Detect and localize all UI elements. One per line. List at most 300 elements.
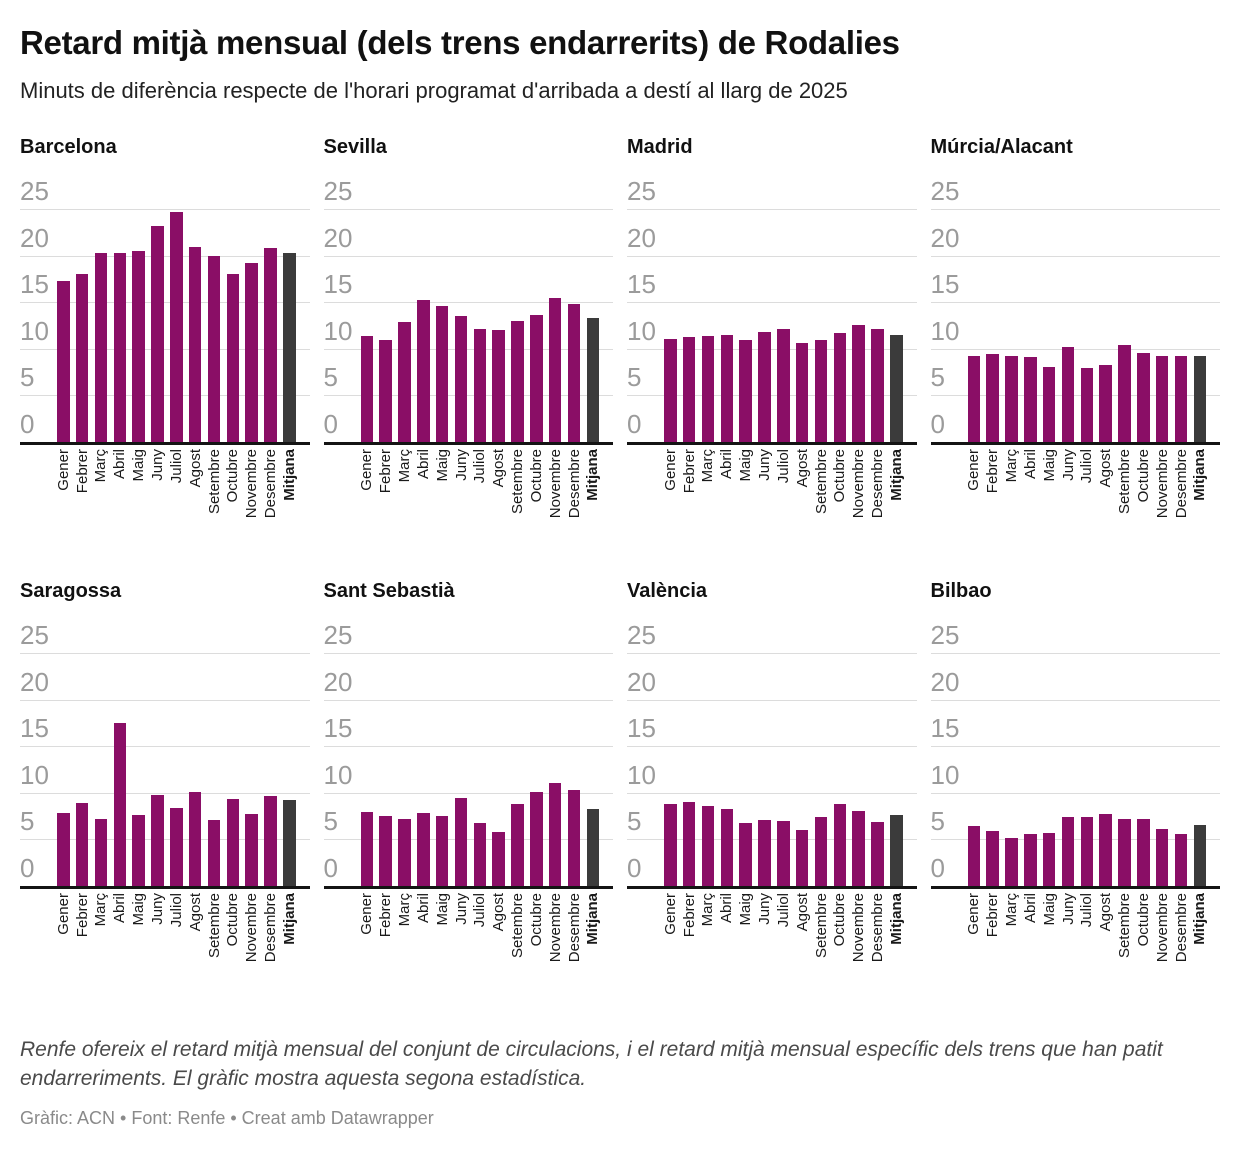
bar-mean[interactable]: [890, 815, 903, 886]
bar[interactable]: [1005, 356, 1018, 442]
y-axis-tick-label: 0: [627, 853, 642, 883]
y-axis-tick-label: 15: [627, 713, 656, 744]
x-axis-label: Juny: [452, 893, 470, 925]
x-axis-label: Setembre: [205, 449, 223, 515]
bar[interactable]: [227, 799, 240, 886]
bar-mean[interactable]: [890, 335, 903, 442]
x-axis-label: Setembre: [509, 893, 527, 959]
bar-chart: [20, 621, 310, 992]
x-axis-label: Octubre: [1134, 893, 1152, 947]
x-axis-label: Desembre: [869, 449, 887, 519]
x-axis-label: Juny: [452, 449, 470, 481]
y-axis-tick-label: 15: [20, 269, 49, 300]
y-axis-tick-label: 0: [323, 409, 338, 439]
panel-title: Múrcia/Alacant: [930, 136, 1073, 158]
y-axis-tick-label: 10: [323, 759, 353, 790]
x-axis-label: Agost: [1097, 893, 1115, 932]
bar[interactable]: [227, 274, 240, 442]
panel-title: Saragossa: [20, 580, 122, 602]
bar[interactable]: [739, 823, 752, 886]
x-axis-label: Novembre: [243, 449, 261, 519]
bar[interactable]: [95, 819, 108, 886]
bar[interactable]: [1043, 367, 1056, 442]
bar[interactable]: [968, 356, 981, 442]
bar[interactable]: [398, 322, 411, 442]
bar[interactable]: [417, 300, 430, 442]
bar[interactable]: [361, 336, 374, 442]
x-axis-label: Mitjana: [1191, 449, 1209, 501]
bar[interactable]: [1175, 834, 1188, 886]
bar[interactable]: [132, 815, 145, 886]
bar[interactable]: [1043, 833, 1056, 886]
bar[interactable]: [796, 830, 809, 886]
panel-sant-sebastia: [324, 580, 614, 992]
bar[interactable]: [170, 808, 183, 886]
y-axis-tick-label: 0: [20, 853, 35, 883]
x-axis-label: Agost: [793, 893, 811, 932]
bar-chart: [627, 177, 917, 548]
x-axis-label: Maig: [737, 893, 755, 926]
x-axis-label: Març: [1002, 893, 1020, 927]
x-axis-label: Gener: [965, 893, 983, 935]
bar[interactable]: [852, 325, 865, 442]
y-axis-tick-label: 5: [627, 806, 642, 837]
gridline: [931, 302, 1221, 303]
x-axis-label: Març: [92, 893, 110, 927]
x-axis-label: Octubre: [1134, 449, 1152, 503]
x-axis-label: Novembre: [243, 893, 261, 963]
x-axis-label: Febrer: [680, 893, 698, 938]
x-axis-label: Març: [395, 893, 413, 927]
bar[interactable]: [568, 790, 581, 886]
panel-title: Sant Sebastià: [323, 580, 455, 602]
bar[interactable]: [549, 298, 562, 442]
x-axis-label-slot: [580, 893, 605, 992]
y-axis-tick-label: 25: [627, 176, 656, 206]
x-axis-label: Maig: [130, 449, 148, 482]
bar[interactable]: [721, 335, 734, 442]
x-axis-label: Desembre: [565, 449, 583, 519]
chart-subtitle: Minuts de diferència respecte de l'horari programat d'arribada a destí al llarg de 2025: [20, 78, 848, 103]
bar[interactable]: [189, 247, 202, 442]
y-axis-tick-label: 10: [930, 759, 960, 790]
gridline: [931, 746, 1221, 747]
panel-title: Sevilla: [323, 136, 387, 158]
bar-chart: [324, 621, 614, 992]
y-axis-tick-label: 25: [930, 620, 960, 650]
bar[interactable]: [1081, 368, 1094, 442]
x-axis-label: Juny: [149, 449, 166, 481]
bar[interactable]: [474, 823, 487, 886]
y-axis-tick-label: 10: [627, 759, 656, 790]
bar[interactable]: [549, 783, 562, 886]
bar[interactable]: [986, 831, 999, 886]
gridline: [627, 256, 917, 257]
x-axis-label: Setembre: [509, 449, 527, 515]
x-axis-label: Agost: [793, 449, 811, 488]
x-axis-label: Febrer: [984, 449, 1002, 494]
bar[interactable]: [1156, 356, 1169, 442]
x-axis-label: Octubre: [831, 449, 849, 503]
bar[interactable]: [1062, 817, 1075, 886]
x-axis-label: Agost: [186, 449, 204, 488]
x-axis-baseline: [324, 442, 614, 445]
x-axis-label: Juliol: [167, 893, 185, 928]
bar[interactable]: [264, 796, 277, 886]
x-axis-label-slot: [580, 449, 605, 548]
bar[interactable]: [871, 822, 884, 886]
x-axis-label: Mitjana: [1191, 893, 1209, 945]
y-axis-tick-label: 5: [930, 362, 945, 393]
x-axis-label-slot: [1187, 893, 1212, 992]
x-axis-label: Desembre: [869, 893, 887, 963]
gridline: [20, 653, 310, 654]
bar[interactable]: [76, 803, 89, 886]
bar-chart: [324, 177, 614, 548]
bar-mean[interactable]: [283, 800, 296, 886]
x-axis-label: Abril: [414, 449, 432, 480]
x-axis-label: Desembre: [262, 893, 280, 963]
bar[interactable]: [664, 804, 677, 886]
bar[interactable]: [683, 337, 696, 442]
panel-valencia: [627, 580, 917, 992]
gridline: [627, 746, 917, 747]
bar[interactable]: [474, 329, 487, 442]
bar[interactable]: [379, 816, 392, 886]
bar[interactable]: [398, 819, 411, 886]
x-axis-label: Gener: [661, 449, 679, 491]
x-axis-label: Gener: [661, 893, 679, 935]
gridline: [324, 256, 614, 257]
bar[interactable]: [1099, 814, 1112, 886]
bar-mean[interactable]: [1194, 825, 1207, 886]
bar[interactable]: [1137, 819, 1150, 886]
x-axis-label: Octubre: [224, 893, 242, 947]
bar[interactable]: [702, 336, 715, 442]
x-axis-baseline: [20, 886, 310, 889]
bar[interactable]: [455, 798, 468, 886]
panel-title: Bilbao: [930, 580, 992, 602]
gridline: [20, 746, 310, 747]
y-axis-tick-label: 15: [930, 713, 960, 744]
x-axis-label: Novembre: [850, 893, 868, 963]
x-axis-label: Novembre: [546, 449, 564, 519]
bar-chart: [20, 177, 310, 548]
y-axis-tick-label: 20: [323, 222, 353, 253]
bar[interactable]: [208, 820, 221, 886]
bar[interactable]: [1156, 829, 1169, 886]
x-axis-label-slot: [277, 449, 302, 548]
x-axis-label: Febrer: [73, 449, 91, 494]
y-axis-tick-label: 5: [930, 806, 945, 837]
x-axis-label: Setembre: [812, 893, 830, 959]
x-axis-label: Abril: [1021, 893, 1039, 924]
x-axis-label: Juliol: [1078, 893, 1096, 928]
gridline: [324, 209, 614, 210]
y-axis-tick-label: 10: [20, 759, 49, 790]
y-axis-tick-label: 0: [930, 409, 945, 439]
bar[interactable]: [264, 248, 277, 442]
x-axis-label: Abril: [414, 893, 432, 924]
x-axis-label: Setembre: [1116, 893, 1134, 959]
y-axis-tick-label: 0: [627, 409, 642, 439]
y-axis-tick-label: 0: [323, 853, 338, 883]
bar[interactable]: [1081, 817, 1094, 886]
bar[interactable]: [114, 723, 127, 886]
y-axis-tick-label: 20: [930, 666, 960, 697]
bar[interactable]: [968, 826, 981, 886]
bar[interactable]: [245, 263, 258, 442]
bar[interactable]: [758, 820, 771, 886]
x-axis-label: Mitjana: [584, 449, 602, 501]
bar[interactable]: [871, 329, 884, 442]
x-axis-label: Març: [1002, 449, 1020, 483]
chart-credit: Gràfic: ACN • Font: Renfe • Creat amb Datawrapper: [20, 1107, 434, 1128]
x-axis-label: Abril: [718, 449, 736, 480]
y-axis-tick-label: 25: [627, 620, 656, 650]
gridline: [324, 302, 614, 303]
x-axis-label: Juny: [756, 893, 773, 925]
x-axis-label: Agost: [490, 449, 508, 488]
x-axis-baseline: [931, 442, 1221, 445]
bar-chart: [931, 621, 1221, 992]
bar[interactable]: [511, 321, 524, 442]
bar[interactable]: [702, 806, 715, 886]
y-axis-tick-label: 5: [323, 806, 338, 837]
panel-barcelona: [20, 136, 310, 548]
bar[interactable]: [189, 792, 202, 886]
bar[interactable]: [1099, 365, 1112, 442]
gridline: [324, 746, 614, 747]
gridline: [324, 700, 614, 701]
gridline: [931, 793, 1221, 794]
bar[interactable]: [95, 253, 108, 442]
x-axis-label: Desembre: [1172, 893, 1190, 963]
x-axis-label: Maig: [1040, 893, 1058, 926]
bar[interactable]: [568, 304, 581, 442]
y-axis-tick-label: 15: [323, 713, 353, 744]
bar[interactable]: [1118, 819, 1131, 886]
bar[interactable]: [436, 306, 449, 442]
bar[interactable]: [815, 340, 828, 442]
y-axis-tick-label: 10: [323, 315, 353, 346]
bar[interactable]: [151, 795, 164, 886]
x-axis-label-slot: [1187, 449, 1212, 548]
bar[interactable]: [76, 274, 89, 442]
x-axis-label: Agost: [186, 893, 204, 932]
bar-chart: [931, 177, 1221, 548]
x-axis-label-slot: [277, 893, 302, 992]
y-axis-tick-label: 5: [627, 362, 642, 393]
bar[interactable]: [530, 792, 543, 886]
gridline: [20, 209, 310, 210]
x-axis-label: Gener: [54, 893, 72, 935]
gridline: [931, 700, 1221, 701]
x-axis-label: Febrer: [377, 449, 395, 494]
panel-sevilla: [324, 136, 614, 548]
x-axis-baseline: [20, 442, 310, 445]
gridline: [931, 256, 1221, 257]
small-multiples-grid: [20, 136, 1220, 992]
y-axis-tick-label: 15: [20, 713, 49, 744]
x-axis-label: Novembre: [546, 893, 564, 963]
y-axis-tick-label: 20: [20, 666, 49, 697]
x-axis-label: Juny: [756, 449, 773, 481]
x-axis-label: Abril: [111, 893, 129, 924]
gridline: [627, 209, 917, 210]
x-axis-label: Octubre: [527, 893, 545, 947]
bar[interactable]: [379, 340, 392, 442]
bar[interactable]: [417, 813, 430, 886]
bar[interactable]: [455, 316, 468, 442]
x-axis-label: Mitjana: [280, 449, 298, 501]
y-axis-tick-label: 5: [20, 362, 35, 393]
x-axis-label: Mitjana: [584, 893, 602, 945]
bar[interactable]: [834, 804, 847, 886]
bar[interactable]: [986, 354, 999, 442]
gridline: [20, 793, 310, 794]
bar[interactable]: [664, 339, 677, 442]
panel-saragossa: [20, 580, 310, 992]
y-axis-tick-label: 20: [20, 222, 49, 253]
bar[interactable]: [758, 332, 771, 442]
bar[interactable]: [361, 812, 374, 886]
x-axis-label-slot: [884, 449, 909, 548]
gridline: [931, 653, 1221, 654]
bar[interactable]: [1137, 353, 1150, 442]
bar[interactable]: [436, 816, 449, 886]
bar[interactable]: [777, 821, 790, 886]
x-axis-label: Maig: [433, 893, 451, 926]
bar[interactable]: [1024, 357, 1037, 442]
x-axis-baseline: [627, 442, 917, 445]
x-axis-baseline: [931, 886, 1221, 889]
bar[interactable]: [1005, 838, 1018, 886]
x-axis-label: Març: [699, 449, 717, 483]
bar-mean[interactable]: [587, 318, 600, 442]
bar[interactable]: [683, 802, 696, 886]
y-axis-tick-label: 25: [323, 620, 353, 650]
bar[interactable]: [57, 813, 70, 886]
panel-title: Madrid: [627, 136, 693, 158]
y-axis-tick-label: 15: [323, 269, 353, 300]
y-axis-tick-label: 15: [930, 269, 960, 300]
gridline: [324, 653, 614, 654]
bar[interactable]: [777, 329, 790, 442]
x-axis-label: Desembre: [262, 449, 280, 519]
panel-bilbao: [931, 580, 1221, 992]
x-axis-label: Juliol: [774, 893, 792, 928]
x-axis-label: Octubre: [527, 449, 545, 503]
x-axis-label: Novembre: [850, 449, 868, 519]
bar[interactable]: [132, 251, 145, 442]
panel-madrid: [627, 136, 917, 548]
bar[interactable]: [208, 256, 221, 442]
x-axis-label: Agost: [490, 893, 508, 932]
x-axis-label: Febrer: [680, 449, 698, 494]
bar[interactable]: [492, 832, 505, 886]
y-axis-tick-label: 5: [20, 806, 35, 837]
x-axis-label: Gener: [358, 893, 376, 935]
bar[interactable]: [1175, 356, 1188, 442]
x-axis-label: Juny: [1059, 449, 1077, 481]
x-axis-label: Juliol: [774, 449, 792, 484]
x-axis-label: Mitjana: [887, 449, 905, 501]
bar[interactable]: [852, 811, 865, 886]
y-axis-tick-label: 10: [20, 315, 49, 346]
x-axis-label: Novembre: [1153, 449, 1171, 519]
bar[interactable]: [530, 315, 543, 442]
x-axis-label: Març: [395, 449, 413, 483]
bar[interactable]: [245, 814, 258, 886]
x-axis-label: Maig: [130, 893, 148, 926]
x-axis-label: Febrer: [73, 893, 91, 938]
bar[interactable]: [815, 817, 828, 886]
bar[interactable]: [834, 333, 847, 442]
x-axis-label: Gener: [965, 449, 983, 491]
y-axis-tick-label: 10: [627, 315, 656, 346]
x-axis-label: Març: [92, 449, 110, 483]
x-axis-label: Setembre: [812, 449, 830, 515]
y-axis-tick-label: 25: [930, 176, 960, 206]
x-axis-label: Novembre: [1153, 893, 1171, 963]
x-axis-label: Abril: [111, 449, 129, 480]
bar[interactable]: [1024, 834, 1037, 886]
y-axis-tick-label: 25: [20, 176, 49, 206]
x-axis-label: Febrer: [377, 893, 395, 938]
bar[interactable]: [739, 340, 752, 442]
y-axis-tick-label: 20: [323, 666, 353, 697]
chart-footnote: Renfe ofereix el retard mitjà mensual del conjunt de circulacions, i el retard mitjà mensual específic dels trens que han patit endarreriments. El gràfic mostra aquesta segona estadística.: [20, 1038, 1163, 1090]
x-axis-label: Maig: [737, 449, 755, 482]
y-axis-tick-label: 0: [20, 409, 35, 439]
y-axis-tick-label: 5: [323, 362, 338, 393]
bar[interactable]: [721, 809, 734, 886]
bar[interactable]: [151, 226, 164, 442]
bar[interactable]: [511, 804, 524, 886]
panel-murcia-alacant: [931, 136, 1221, 548]
bar-mean[interactable]: [283, 253, 296, 442]
chart-title: Retard mitjà mensual (dels trens endarrerits) de Rodalies: [20, 24, 900, 61]
bar[interactable]: [1062, 347, 1075, 442]
gridline: [931, 209, 1221, 210]
x-axis-label: Gener: [358, 449, 376, 491]
x-axis-label: Juliol: [1078, 449, 1096, 484]
x-axis-label: Setembre: [205, 893, 223, 959]
bar[interactable]: [796, 343, 809, 442]
x-axis-baseline: [324, 886, 614, 889]
x-axis-label: Agost: [1097, 449, 1115, 488]
x-axis-label: Desembre: [1172, 449, 1190, 519]
x-axis-baseline: [627, 886, 917, 889]
bar-mean[interactable]: [587, 809, 600, 886]
bar[interactable]: [1118, 345, 1131, 442]
y-axis-tick-label: 25: [20, 620, 49, 650]
x-axis-label: Setembre: [1116, 449, 1134, 515]
bar[interactable]: [57, 281, 70, 442]
bar-mean[interactable]: [1194, 356, 1207, 442]
gridline: [627, 653, 917, 654]
y-axis-tick-label: 10: [930, 315, 960, 346]
bar[interactable]: [170, 212, 183, 442]
x-axis-label: Maig: [1040, 449, 1058, 482]
x-axis-label: Mitjana: [280, 893, 298, 945]
x-axis-label: Abril: [1021, 449, 1039, 480]
x-axis-label: Juliol: [471, 893, 489, 928]
bar[interactable]: [492, 330, 505, 442]
bar[interactable]: [114, 253, 127, 442]
x-axis-label: Maig: [433, 449, 451, 482]
